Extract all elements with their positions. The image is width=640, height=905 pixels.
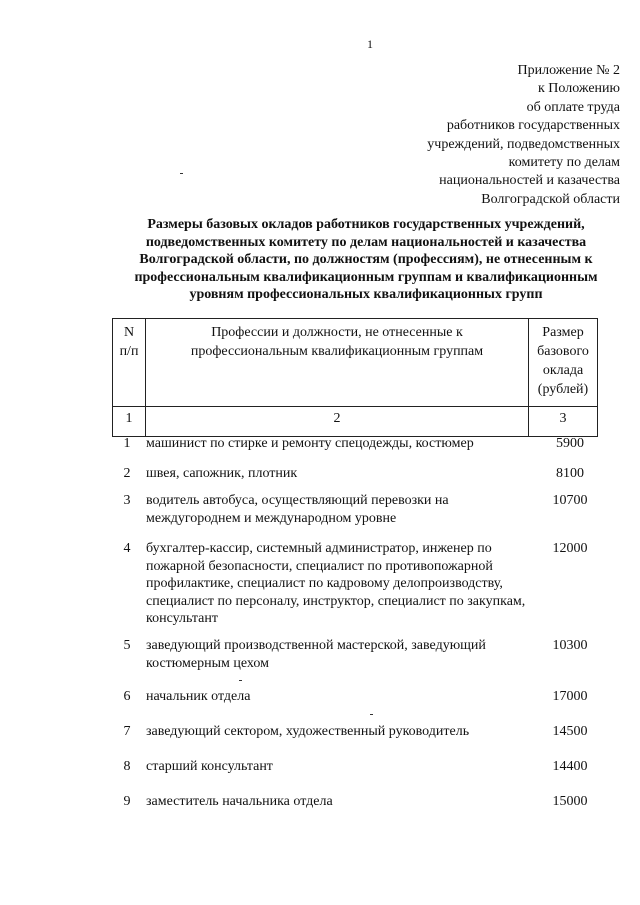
row-number: 9 bbox=[123, 794, 131, 809]
annex-line: к Положению bbox=[537, 81, 620, 97]
title-line: профессиональным квалификационным группам и квалификационным bbox=[134, 269, 598, 285]
annex-line: Приложение № 2 bbox=[517, 63, 620, 78]
table-header-row bbox=[113, 319, 598, 407]
row-position: водитель автобуса, осуществляющий перевозки на междугороднем и международном уровне bbox=[146, 493, 449, 526]
row-salary: 10700 bbox=[552, 493, 588, 508]
row-position: бухгалтер-кассир, системный администратор, инженер по пожарной безопасности, специалист по противопожарной профилактике, специалист по кадровому делопроизводству, специалист по персоналу, инструктор, специалист по закупкам, консультант bbox=[146, 541, 526, 626]
row-salary: 10300 bbox=[552, 638, 588, 653]
row-position: заместитель начальника отдела bbox=[146, 794, 333, 809]
page-number: 1 bbox=[367, 37, 373, 51]
column-number: 1 bbox=[113, 407, 146, 437]
annex-line: комитету по делам bbox=[508, 155, 620, 171]
row-position: швея, сапожник, плотник bbox=[146, 466, 298, 481]
header-salary: Размер базового оклада (рублей) bbox=[529, 319, 598, 407]
column-numbers-row bbox=[113, 407, 598, 437]
table-body bbox=[112, 435, 598, 823]
row-number: 2 bbox=[123, 466, 131, 481]
table-row bbox=[112, 435, 598, 465]
row-number: 3 bbox=[123, 493, 131, 508]
annex-line: Волгоградской области bbox=[481, 191, 620, 207]
table-row bbox=[112, 723, 598, 758]
annex-line: работников государственных bbox=[446, 118, 620, 134]
title-line: подведомственных комитету по делам национальностей и казачества bbox=[145, 234, 587, 250]
row-salary: 5900 bbox=[556, 436, 584, 451]
column-number: 3 bbox=[529, 407, 598, 437]
row-number: 5 bbox=[123, 638, 131, 653]
column-number: 2 bbox=[146, 407, 529, 437]
title-line: Размеры базовых окладов работников государственных учреждений, bbox=[147, 217, 585, 232]
table-row bbox=[112, 793, 598, 823]
scan-speck bbox=[370, 714, 373, 715]
header-name: Профессии и должности, не отнесенные к профессиональным квалификационным группам bbox=[146, 319, 529, 407]
row-number: 7 bbox=[123, 724, 131, 739]
row-position: старший консультант bbox=[146, 759, 273, 774]
table-row bbox=[112, 540, 598, 637]
table-row bbox=[112, 492, 598, 540]
row-position: заведующий производственной мастерской, заведующий костюмерным цехом bbox=[146, 638, 486, 671]
annex-line: национальностей и казачества bbox=[439, 173, 620, 189]
table-row bbox=[112, 758, 598, 793]
annex-line: учреждений, подведомственных bbox=[427, 136, 620, 152]
row-position: машинист по стирке и ремонту спецодежды, костюмер bbox=[146, 436, 474, 451]
row-position: заведующий сектором, художественный руководитель bbox=[146, 724, 470, 739]
table-row bbox=[112, 465, 598, 492]
row-number: 8 bbox=[123, 759, 131, 774]
row-position: начальник отдела bbox=[146, 689, 251, 704]
row-number: 1 bbox=[123, 436, 131, 451]
row-salary: 12000 bbox=[552, 541, 588, 556]
scan-speck bbox=[180, 173, 183, 174]
title-line: уровням профессиональных квалификационных групп bbox=[189, 287, 543, 302]
document-title bbox=[110, 216, 622, 304]
table-header bbox=[112, 318, 598, 437]
annex-line: об оплате труда bbox=[526, 99, 620, 115]
table-row bbox=[112, 637, 598, 688]
row-salary: 14500 bbox=[552, 724, 588, 739]
title-line: Волгоградской области, по должностям (профессиям), не отнесенным к bbox=[139, 252, 593, 267]
row-number: 6 bbox=[123, 689, 131, 704]
row-salary: 15000 bbox=[552, 794, 588, 809]
row-number: 4 bbox=[123, 541, 131, 556]
annex-header bbox=[427, 62, 620, 209]
row-salary: 17000 bbox=[552, 689, 588, 704]
table-row bbox=[112, 688, 598, 723]
header-num: N п/п bbox=[113, 319, 146, 407]
row-salary: 8100 bbox=[556, 466, 584, 481]
scan-speck bbox=[239, 680, 242, 681]
row-salary: 14400 bbox=[552, 759, 588, 774]
